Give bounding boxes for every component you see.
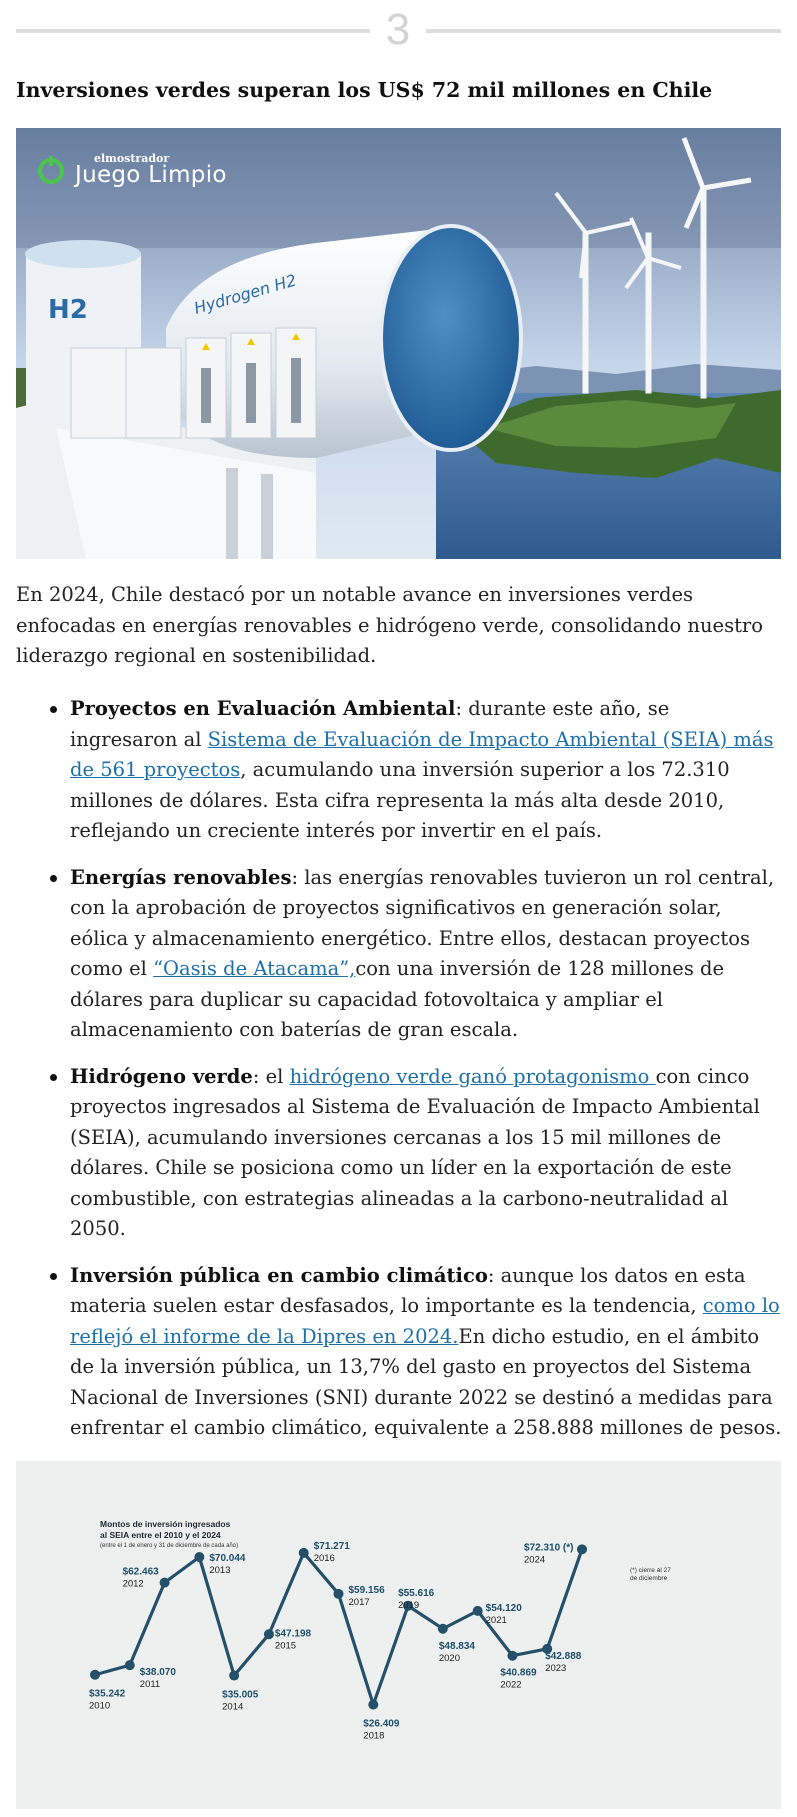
- divider-line-right: [426, 29, 781, 33]
- list-item: [70, 863, 782, 1046]
- investment-line-chart: [16, 1461, 781, 1809]
- year-label-2019: 2019: [398, 1599, 420, 1611]
- bullet-text-before: : las energías renovables tuvieron un rol central, con la aprobación de proyectos significativos en generación solar, eólica y almacenamiento energético. Entre ellos, destacan proyectos como el: [70, 865, 775, 980]
- data-point-2018: [368, 1700, 378, 1710]
- logo-small-text: elmostrador: [94, 152, 170, 165]
- oasis-atacama-link[interactable]: “Oasis de Atacama”,: [153, 957, 356, 980]
- data-point-2012: [160, 1578, 170, 1588]
- list-item: [70, 1062, 782, 1245]
- article-headline: Inversiones verdes superan los US$ 72 mil millones en Chile: [16, 78, 713, 102]
- bullet-text-before: : el: [252, 1064, 290, 1088]
- dipres-report-link[interactable]: como lo reflejó el informe de la Dipres en 2024.: [70, 1294, 780, 1348]
- bullet-icon: [50, 1074, 57, 1081]
- data-point-2010: [90, 1670, 100, 1680]
- bullet-icon: [50, 875, 57, 882]
- tower-h2-label: H2: [48, 295, 88, 325]
- value-label-2013: $70.044: [209, 1553, 246, 1565]
- bullet-text-after: con cinco proyectos ingresados al Sistema de Evaluación de Impacto Ambiental (SEIA), acumulando inversiones cercanas a los 15 mil millones de dólares. Chile se posiciona como un líder en la exportación de este combustible, con estrategias alineadas a la carbono-neutralidad al 2050.: [70, 1064, 760, 1240]
- bullet-icon: [50, 706, 57, 713]
- value-label-2020: $48.834: [438, 1640, 476, 1652]
- list-item: [70, 694, 782, 847]
- bullet-list: [70, 694, 782, 1460]
- bullet-title: Proyectos en Evaluación Ambiental: [70, 697, 456, 720]
- bullet-title: Energías renovables: [70, 865, 292, 889]
- value-label-2016: $71.271: [313, 1540, 350, 1552]
- bullet-text-before: : durante este año, se ingresaron al: [70, 697, 670, 751]
- bullet-icon: [50, 1273, 57, 1280]
- year-label-2018: 2018: [363, 1730, 385, 1742]
- data-point-2024: [577, 1544, 587, 1554]
- data-point-2015: [264, 1629, 274, 1639]
- data-point-2022: [507, 1651, 517, 1661]
- divider-line-left: [16, 29, 370, 33]
- data-point-2021: [473, 1606, 483, 1616]
- bullet-text-after: En dicho estudio, en el ámbito de la inversión pública, un 13,7% del gasto en proyectos del Sistema Nacional de Inversiones (SNI) durante 2022 se destinó a medidas para enfrentar el cambio climático, equivalente a 258.888 millones de pesos.: [70, 1324, 782, 1439]
- data-point-2017: [334, 1589, 344, 1599]
- chart-note-line-2: de diciembre: [630, 1575, 668, 1582]
- value-label-2015: $47.198: [274, 1628, 312, 1640]
- bullet-title: Hidrógeno verde: [70, 1064, 253, 1088]
- bullet-text-after: con una inversión de 128 millones de dólares para duplicar su capacidad fotovoltaica y ampliar el almacenamiento con baterías de gran escala.: [70, 957, 725, 1041]
- hidrogeno-verde-link[interactable]: hidrógeno verde ganó protagonismo: [289, 1064, 656, 1088]
- value-label-2011: $38.070: [139, 1667, 176, 1679]
- section-number: 3: [385, 5, 411, 54]
- data-point-2013: [194, 1552, 204, 1562]
- year-label-2023: 2023: [545, 1662, 567, 1674]
- value-label-2014: $35.005: [222, 1689, 259, 1701]
- investment-chart: [16, 1461, 781, 1809]
- year-label-2011: 2011: [139, 1679, 161, 1691]
- year-label-2021: 2021: [485, 1614, 507, 1626]
- tank-hydrogen-label: Hydrogen H2: [191, 270, 299, 318]
- year-label-2014: 2014: [222, 1701, 244, 1713]
- value-label-2024: $72.310 (*): [524, 1542, 574, 1554]
- intro-paragraph: En 2024, Chile destacó por un notable avance en inversiones verdes enfocadas en energías renovables e hidrógeno verde, consolidando nuestro liderazgo regional en sostenibilidad.: [16, 583, 763, 667]
- data-point-2020: [438, 1624, 448, 1634]
- value-label-2021: $54.120: [485, 1602, 522, 1614]
- value-label-2018: $26.409: [363, 1718, 400, 1730]
- list-item: [70, 1261, 782, 1444]
- year-label-2012: 2012: [122, 1578, 144, 1590]
- bullet-title: Inversión pública en cambio climático: [70, 1263, 488, 1287]
- year-label-2016: 2016: [313, 1552, 335, 1564]
- year-label-2020: 2020: [438, 1652, 460, 1664]
- bullet-text-after: , acumulando una inversión superior a los 72.310 millones de dólares. Esta cifra representa la más alta desde 2010, reflejando un creciente interés por invertir en el país.: [70, 758, 730, 842]
- bullet-text-before: : aunque los datos en esta materia suelen estar desfasados, lo importante es la tendencia,: [70, 1263, 746, 1317]
- year-label-2017: 2017: [348, 1596, 370, 1608]
- chart-subtitle: (entre el 1 de enero y 31 de diciembre de cada año): [100, 1543, 239, 1549]
- year-label-2022: 2022: [500, 1679, 522, 1691]
- data-point-2014: [229, 1671, 239, 1681]
- value-label-2017: $59.156: [348, 1584, 385, 1596]
- seia-link[interactable]: Sistema de Evaluación de Impacto Ambiental (SEIA) más de 561 proyectos: [70, 727, 774, 781]
- power-ring-icon: [36, 156, 66, 186]
- value-label-2012: $62.463: [122, 1566, 159, 1578]
- hydrogen-plant-illustration: [16, 128, 781, 559]
- hero-image: [16, 128, 781, 559]
- year-label-2013: 2013: [209, 1565, 231, 1577]
- chart-note-line-1: (*) cierre al 27: [630, 1567, 671, 1574]
- chart-title-line-2: al SEIA entre el 2010 y el 2024: [100, 1530, 221, 1540]
- year-label-2024: 2024: [524, 1554, 546, 1566]
- chart-title-line-1: Montos de inversión ingresados: [100, 1519, 231, 1529]
- year-label-2015: 2015: [274, 1640, 297, 1652]
- value-label-2010: $35.242: [89, 1688, 126, 1700]
- data-point-2011: [125, 1660, 135, 1670]
- data-point-2016: [299, 1548, 309, 1558]
- value-label-2023: $42.888: [545, 1650, 582, 1662]
- value-label-2022: $40.869: [500, 1667, 537, 1679]
- value-label-2019: $55.616: [398, 1587, 435, 1599]
- logo-big-text: Juego Limpio: [75, 162, 227, 188]
- section-divider: [16, 0, 781, 62]
- year-label-2010: 2010: [89, 1700, 111, 1712]
